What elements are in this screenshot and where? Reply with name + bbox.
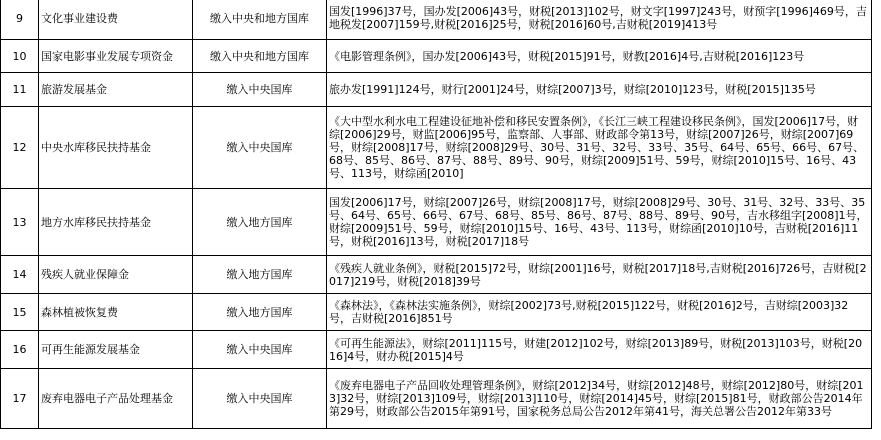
fund-name: 废弃电器电子产品处理基金 xyxy=(39,369,193,429)
row-index: 10 xyxy=(1,40,39,73)
table-row xyxy=(1,369,872,429)
payment-destination: 缴入中央国库 xyxy=(193,107,327,189)
payment-destination: 缴入中央国库 xyxy=(193,369,327,429)
table-row xyxy=(1,73,872,107)
row-index: 15 xyxy=(1,294,39,331)
table-row xyxy=(1,331,872,369)
table-row xyxy=(1,0,872,40)
payment-destination: 缴入地方国库 xyxy=(193,256,327,294)
payment-destination: 缴入地方国库 xyxy=(193,294,327,331)
fund-name: 地方水库移民扶持基金 xyxy=(39,189,193,256)
legal-basis: 《电影管理条例》，国办发[2006]43号，财税[2015]91号，财教[2016]4号,吉财税[2016]123号 xyxy=(327,40,872,73)
legal-basis: 国发[1996]37号，国办发[2006]43号，财税[2013]102号，财文字[1997]243号，财预字[1996]469号，吉地税发[2007]159号,财税[2016]25号，财税[2016]60号,吉财税[2019]413号 xyxy=(327,0,872,40)
table-row xyxy=(1,189,872,256)
fund-name: 国家电影事业发展专项资金 xyxy=(39,40,193,73)
legal-basis: 《残疾人就业条例》，财税[2015]72号，财综[2001]16号，财税[2017]18号,吉财税[2016]726号，吉财税[2017]219号，财税[2018]39号 xyxy=(327,256,872,294)
table-row xyxy=(1,294,872,331)
fund-name: 残疾人就业保障金 xyxy=(39,256,193,294)
legal-basis: 《可再生能源法》，财综[2011]115号，财建[2012]102号，财综[2013]89号，财税[2013]103号，财税[2016]4号，财办税[2015]4号 xyxy=(327,331,872,369)
payment-destination: 缴入中央和地方国库 xyxy=(193,40,327,73)
legal-basis: 国发[2006]17号，财综[2007]26号，财综[2008]17号，财综[2008]29号、30号、31号、32号、33号、35号、64号、65号、66号、67号、68号、85号、86号、87号、88号、89号、90号，吉水移组字[2008]1号，财综[2009]51号、59号，财综[2010]15号、16号、43号、113号，财综函[2010]10号，吉财税[2016]11号，财税[2016]13号，财税[2017]18号 xyxy=(327,189,872,256)
legal-basis: 《森林法》，《森林法实施条例》，财综[2002]73号,财税[2015]122号，财税[2016]2号，吉财综[2003]32号，吉财税[2016]851号 xyxy=(327,294,872,331)
legal-basis: 旅办发[1991]124号，财行[2001]24号，财综[2007]3号，财综[2010]123号，财税[2015]135号 xyxy=(327,73,872,107)
row-index: 16 xyxy=(1,331,39,369)
legal-basis: 《大中型水利水电工程建设征地补偿和移民安置条例》，《长江三峡工程建设移民条例》，国发[2006]17号，财综[2006]29号，财监[2006]95号，监察部、人事部、财政部令第13号，财综[2007]26号，财综[2007]69号，财综[2008]17号，财综[2008]29号、30号、31号、32号、33号、35号、64号、65号、66号、67号、68号、85号、86号、87号、88号、89号、90号，财综[2009]51号、59号，财综[2010]15号、16号、43号、113号，财综函[2010] xyxy=(327,107,872,189)
table-row xyxy=(1,107,872,189)
row-index: 17 xyxy=(1,369,39,429)
payment-destination: 缴入地方国库 xyxy=(193,189,327,256)
row-index: 13 xyxy=(1,189,39,256)
row-index: 11 xyxy=(1,73,39,107)
row-index: 12 xyxy=(1,107,39,189)
fund-name: 可再生能源发展基金 xyxy=(39,331,193,369)
table-row xyxy=(1,40,872,73)
table-row xyxy=(1,256,872,294)
row-index: 9 xyxy=(1,0,39,40)
payment-destination: 缴入中央国库 xyxy=(193,331,327,369)
fund-name: 文化事业建设费 xyxy=(39,0,193,40)
fund-name: 中央水库移民扶持基金 xyxy=(39,107,193,189)
fund-name: 旅游发展基金 xyxy=(39,73,193,107)
payment-destination: 缴入中央和地方国库 xyxy=(193,0,327,40)
legal-basis: 《废弃电器电子产品回收处理管理条例》，财综[2012]34号，财综[2012]48号，财综[2012]80号，财综[2013]32号，财综[2013]109号，财综[2013]110号，财综[2014]45号，财综[2015]81号，财政部公告2014年第29号，财政部公告2015年第91号，国家税务总局公告2012年第41号，海关总署公告2012年第33号 xyxy=(327,369,872,429)
fund-name: 森林植被恢复费 xyxy=(39,294,193,331)
row-index: 14 xyxy=(1,256,39,294)
payment-destination: 缴入中央国库 xyxy=(193,73,327,107)
